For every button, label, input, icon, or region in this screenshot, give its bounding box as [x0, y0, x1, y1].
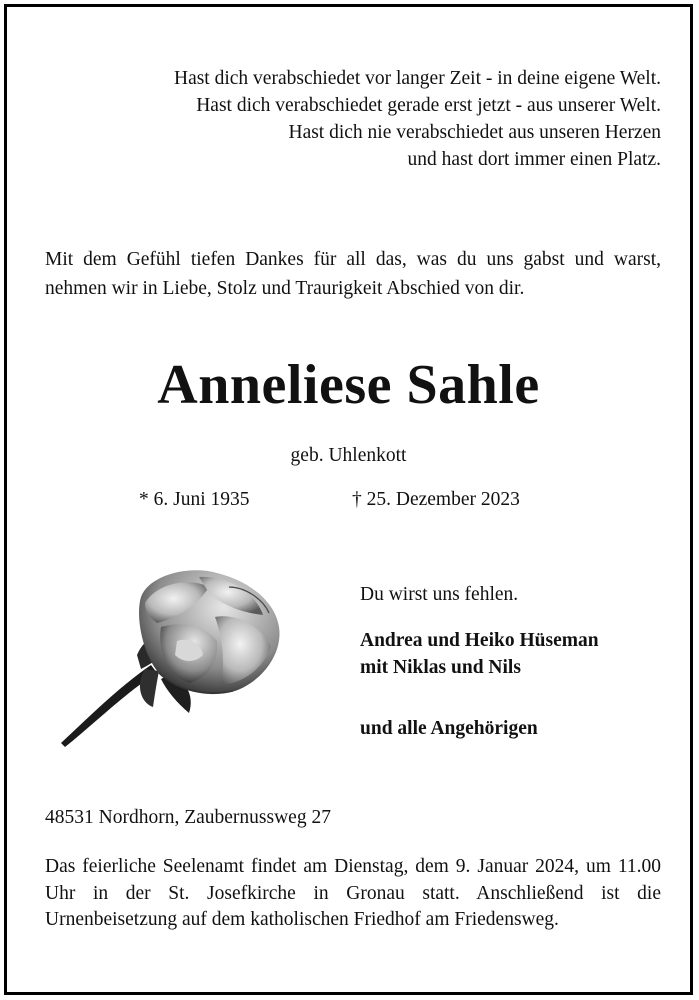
mourner-names [360, 627, 599, 681]
birth-name: geb. Uhlenkott [290, 445, 407, 466]
farewell-message: Du wirst uns fehlen. [360, 584, 519, 605]
family-address: 48531 Nordhorn, Zaubernussweg 27 [45, 807, 331, 828]
death-date: † 25. Dezember 2023 [352, 489, 520, 510]
mourner-line: Andrea und Heiko Hüseman [360, 630, 599, 651]
service-notice: Das feierliche Seelenamt findet am Dienstag, dem 9. Januar 2024, um 11.00 Uhr in der St. Josefkirche in Gronau statt. Anschließend ist die Urnenbeisetzung auf dem katholischen Friedhof am Friedensweg. [45, 856, 661, 930]
rose-icon [49, 557, 284, 752]
poem-line: Hast dich verabschiedet vor langer Zeit - in deine eigene Welt. [173, 68, 661, 89]
mourner-line: mit Niklas und Nils [360, 657, 521, 678]
obituary-card [4, 4, 693, 995]
relatives-line: und alle Angehörigen [360, 718, 538, 739]
poem [45, 65, 661, 173]
intro-text: Mit dem Gefühl tiefen Dankes für all das, was du uns gabst und warst, nehmen wir in Liebe, Stolz und Traurigkeit Abschied von dir. [45, 249, 661, 299]
birth-date: * 6. Juni 1935 [139, 489, 250, 510]
deceased-name: Anneliese Sahle [157, 354, 540, 416]
poem-line: und hast dort immer einen Platz. [407, 149, 661, 170]
poem-line: Hast dich nie verabschiedet aus unseren Herzen [288, 122, 661, 143]
poem-line: Hast dich verabschiedet gerade erst jetzt - aus unserer Welt. [196, 95, 661, 116]
